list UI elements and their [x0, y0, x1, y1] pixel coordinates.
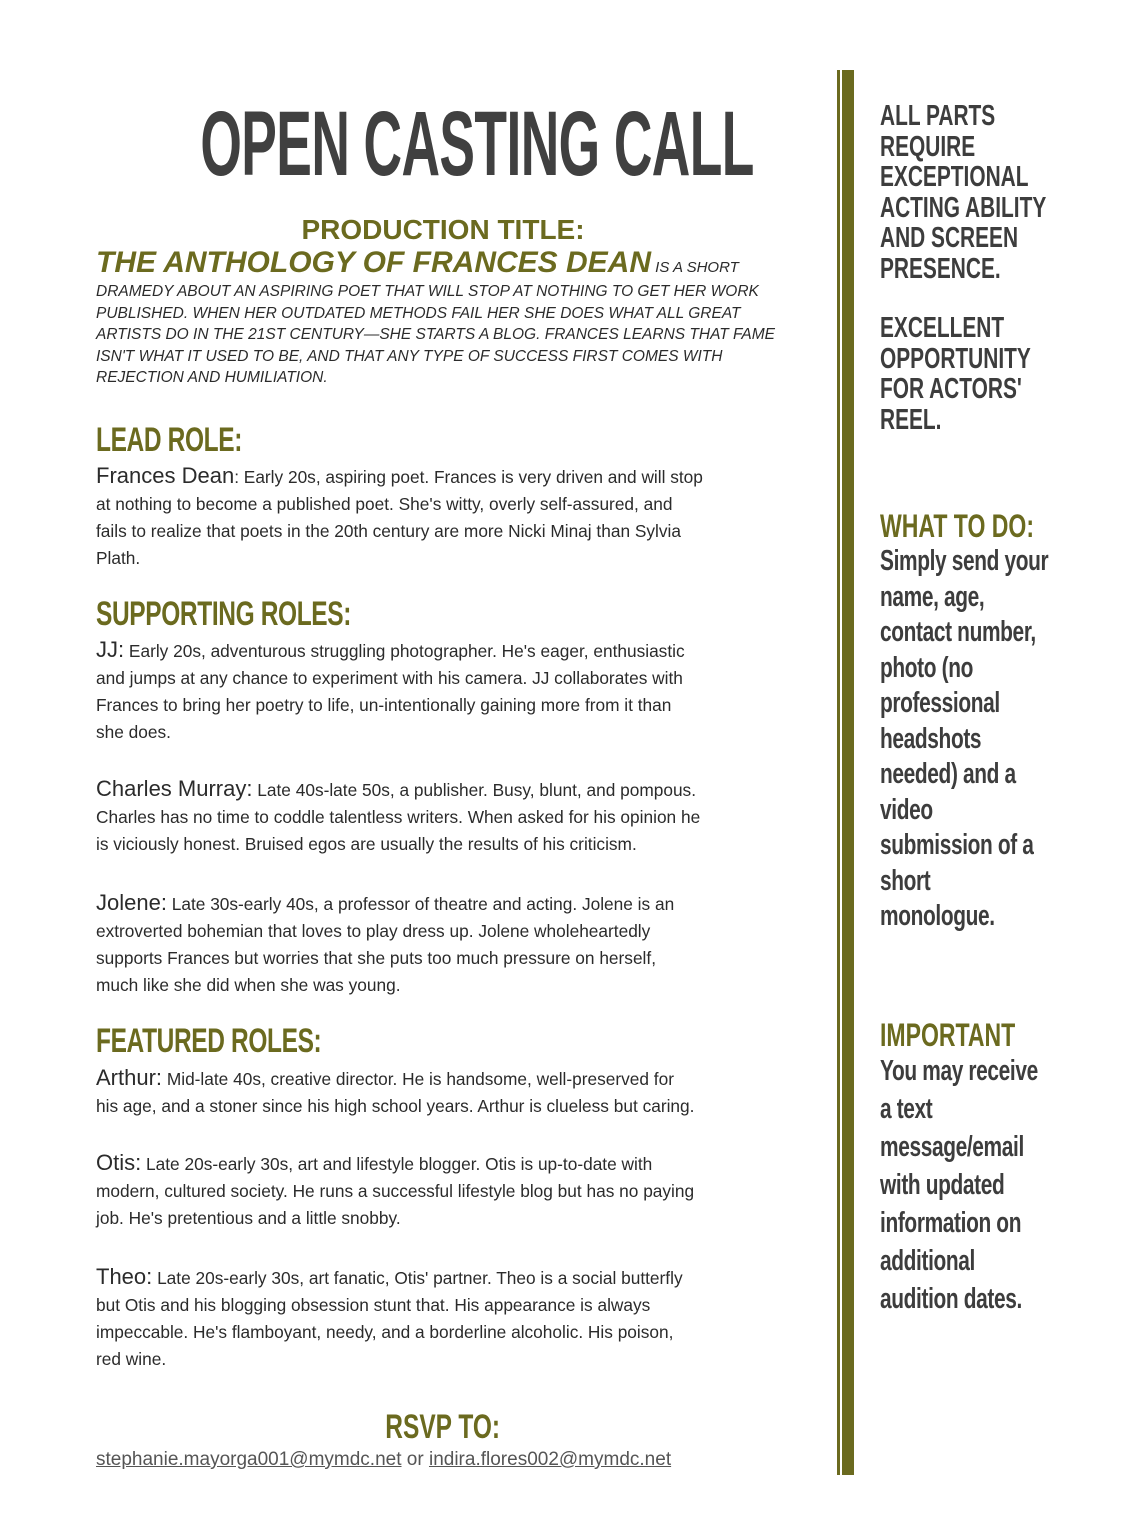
text-line: PUBLISHED. WHEN HER OUTDATED METHODS FAIL HER SHE DOES WHAT ALL GREAT [96, 304, 741, 322]
role-description-line [96, 1346, 816, 1373]
text-line: REEL. [880, 403, 942, 436]
text-line: ACTING ABILITY [880, 191, 1047, 224]
role-description-line [96, 918, 816, 945]
text-line: Simply send your [880, 545, 1049, 577]
role-name: Otis: [96, 1150, 142, 1175]
role-description-line [96, 1292, 816, 1319]
rsvp-heading: RSVP TO: [385, 1408, 501, 1446]
role-description-line [96, 1178, 816, 1205]
role-name: Arthur: [96, 1065, 163, 1090]
text-line: OPPORTUNITY [880, 342, 1031, 375]
what-to-do-heading: WHAT TO DO: [880, 508, 1035, 544]
role-description-line [96, 636, 816, 665]
role-entry [96, 1149, 816, 1232]
role-description-line [96, 804, 816, 831]
role-name: Charles Murray: [96, 776, 253, 801]
role-description-line [96, 545, 816, 572]
role-entry [96, 1064, 816, 1120]
role-description-line [96, 775, 816, 804]
role-description-line [96, 1263, 816, 1292]
role-description-line [96, 518, 816, 545]
production-title-suffix: IS A SHORT [651, 259, 739, 276]
role-description-text: red wine. [96, 1349, 167, 1369]
text-line: message/email [880, 1131, 1024, 1163]
role-description-text: impeccable. He's flamboyant, needy, and a borderline alcoholic. His poison, [96, 1322, 674, 1342]
role-name: JJ: [96, 637, 125, 662]
role-entry [96, 1263, 816, 1373]
role-entry [96, 636, 816, 746]
role-entry [96, 462, 816, 572]
role-description-text: Frances to bring her poetry to life, un-intentionally gaining more from it than [96, 695, 672, 715]
text-line: name, age, [880, 580, 985, 613]
text-line: REJECTION AND HUMILIATION. [96, 369, 328, 386]
text-line: ISN'T WHAT IT USED TO BE, AND THAT ANY TYPE OF SUCCESS FIRST COMES WITH [96, 347, 723, 365]
role-description-line [96, 972, 816, 999]
lead-role-heading: LEAD ROLE: [96, 421, 243, 459]
role-description-line [96, 831, 816, 858]
production-description [96, 281, 775, 389]
text-line: EXCEPTIONAL [880, 161, 1029, 193]
email-link-stephanie[interactable]: stephanie.mayorga001@mymdc.net [96, 1449, 402, 1470]
text-line: headshots [880, 722, 982, 755]
page-title: OPEN CASTING CALL [200, 93, 754, 195]
production-title: THE ANTHOLOGY OF FRANCES DEAN [96, 246, 652, 279]
sidebar-intro-opportunity [880, 313, 1136, 435]
role-description-line [96, 462, 816, 491]
text-line: photo (no [880, 651, 974, 684]
rsvp-emails [96, 1449, 671, 1471]
role-description-text: Charles has no time to coddle talentless writers. When asked for his opinion he [96, 807, 701, 827]
vertical-divider [840, 70, 854, 1475]
text-line: ALL PARTS [880, 100, 996, 132]
role-description-line [96, 1205, 816, 1232]
role-description-text: but Otis and his blogging obsession stunt that. His appearance is always [96, 1295, 651, 1315]
role-description-line [96, 1064, 816, 1093]
email-separator: or [406, 1449, 424, 1470]
text-line: video [880, 793, 933, 826]
role-description-text: : Early 20s, aspiring poet. Frances is very driven and will stop [234, 467, 703, 487]
role-description-text: his age, and a stoner since his high school years. Arthur is clueless but caring. [96, 1096, 695, 1116]
what-to-do-text [880, 544, 1136, 935]
text-line: needed) and a [880, 758, 1016, 790]
text-line: contact number, [880, 616, 1036, 648]
role-description-text: much like she did when she was young. [96, 975, 401, 995]
text-line: monologue. [880, 900, 995, 932]
role-description-text: Late 30s-early 40s, a professor of theatre and acting. Jolene is an [166, 894, 675, 914]
role-description-text: Mid-late 40s, creative director. He is handsome, well-preserved for [162, 1069, 674, 1089]
production-title-line [96, 246, 739, 280]
role-description-text: at nothing to become a published poet. She's witty, overly self-assured, and [96, 494, 673, 514]
role-description-line [96, 719, 816, 746]
role-description-text: Early 20s, adventurous struggling photographer. He's eager, enthusiastic [124, 641, 685, 661]
role-description-text: is viciously honest. Bruised egos are usually the results of his criticism. [96, 834, 637, 854]
role-name: Jolene: [96, 890, 167, 915]
role-description-text: Plath. [96, 548, 141, 568]
role-description-line [96, 945, 816, 972]
sidebar-intro-requirements [880, 101, 1136, 284]
text-line: PRESENCE. [880, 252, 1001, 285]
text-line: EXCELLENT [880, 312, 1005, 344]
text-line: additional [880, 1245, 976, 1277]
role-description-text: and jumps at any chance to experiment with his camera. JJ collaborates with [96, 668, 683, 688]
role-description-text: Late 40s-late 50s, a publisher. Busy, blunt, and pompous. [252, 780, 696, 800]
role-description-line [96, 1149, 816, 1178]
text-line: information on [880, 1207, 1022, 1239]
text-line: AND SCREEN [880, 222, 1019, 254]
important-heading: IMPORTANT [880, 1017, 1016, 1053]
role-description-text: job. He's pretentious and a little snobby. [96, 1208, 401, 1228]
text-line: submission of a [880, 829, 1034, 861]
role-description-line [96, 692, 816, 719]
role-description-text: supports Frances but worries that she puts too much pressure on herself, [96, 948, 656, 968]
role-name: Theo: [96, 1264, 153, 1289]
role-entry [96, 775, 816, 858]
important-text [880, 1052, 1136, 1318]
text-line: audition dates. [880, 1283, 1022, 1315]
supporting-roles-heading: SUPPORTING ROLES: [96, 595, 352, 633]
role-name: Frances Dean [96, 463, 235, 488]
role-description-text: Late 20s-early 30s, art and lifestyle blogger. Otis is up-to-date with [141, 1154, 653, 1174]
text-line: ARTISTS DO IN THE 21ST CENTURY—SHE STARTS A BLOG. FRANCES LEARNS THAT FAME [96, 326, 775, 343]
text-line: REQUIRE [880, 130, 976, 163]
role-description-line [96, 1093, 816, 1120]
role-entry [96, 889, 816, 999]
text-line: FOR ACTORS' [880, 373, 1022, 405]
role-description-text: extroverted bohemian that loves to play dress up. Jolene wholeheartedly [96, 921, 651, 941]
email-link-indira[interactable]: indira.flores002@mymdc.net [428, 1449, 672, 1470]
production-label: PRODUCTION TITLE: [301, 214, 585, 245]
role-description-text: Late 20s-early 30s, art fanatic, Otis' partner. Theo is a social butterfly [152, 1268, 683, 1288]
role-description-text: she does. [96, 722, 171, 742]
text-line: a text [880, 1093, 933, 1125]
role-description-line [96, 665, 816, 692]
text-line: DRAMEDY ABOUT AN ASPIRING POET THAT WILL STOP AT NOTHING TO GET HER WORK [96, 283, 759, 300]
text-line: professional [880, 687, 1000, 719]
text-line: with updated [880, 1169, 1005, 1201]
role-description-text: modern, cultured society. He runs a successful lifestyle blog but has no paying [96, 1181, 695, 1201]
text-line: You may receive [880, 1055, 1038, 1087]
role-description-text: fails to realize that poets in the 20th century are more Nicki Minaj than Sylvia [96, 521, 681, 541]
role-description-line [96, 491, 816, 518]
text-line: short [880, 864, 931, 897]
featured-roles-heading: FEATURED ROLES: [96, 1022, 322, 1060]
role-description-line [96, 1319, 816, 1346]
role-description-line [96, 889, 816, 918]
